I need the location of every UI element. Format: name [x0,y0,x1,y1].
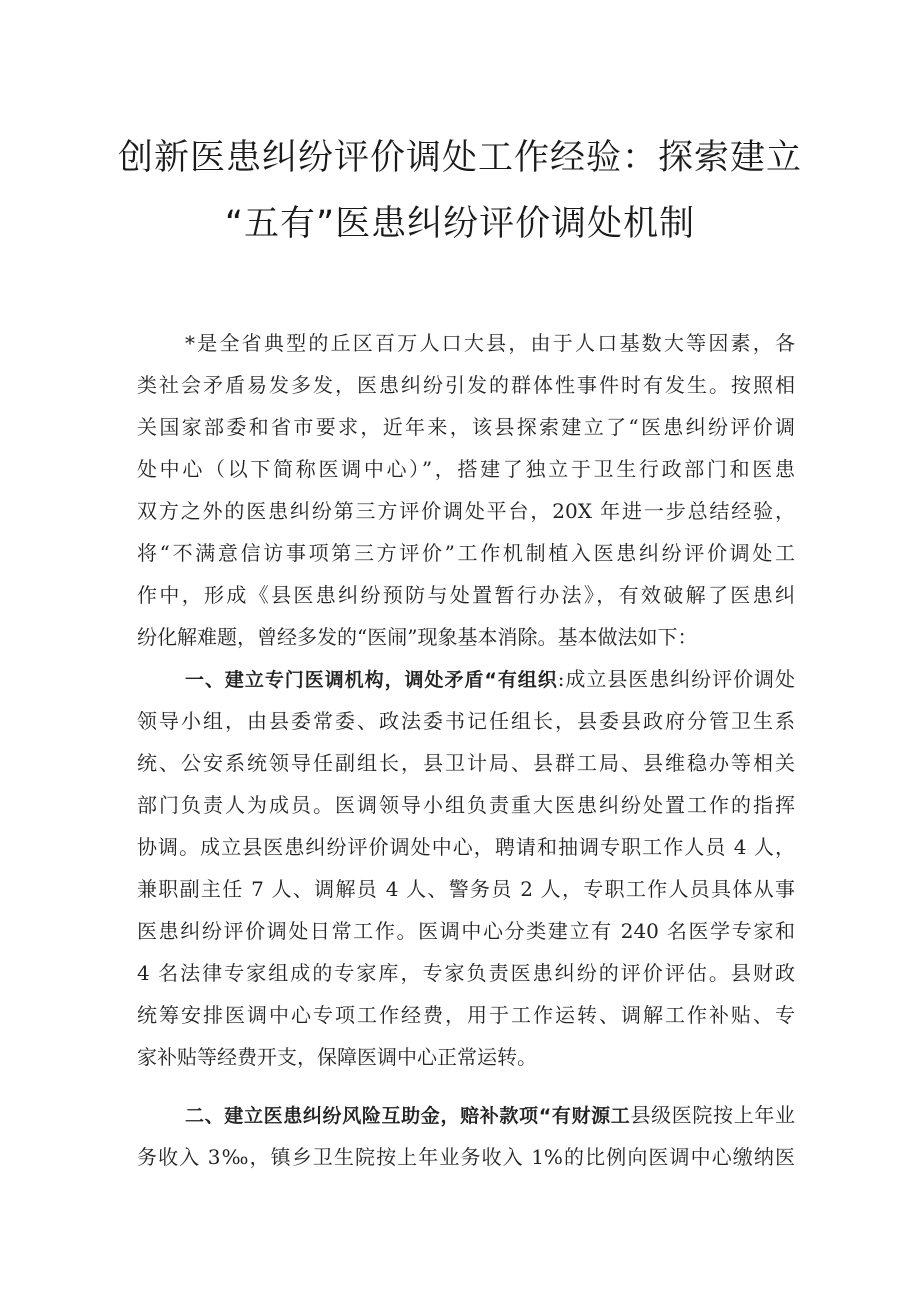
paragraph-line: 将“不满意信访事项第三方评价”工作机制植入医患纠纷评价调处工 [137,541,795,565]
paragraph-line: 处中心（以下简称医调中心）”，搭建了独立于卫生行政部门和医患 [137,457,795,481]
paragraph-line: 类社会矛盾易发多发，医患纠纷引发的群体性事件时有发生。按照相 [137,373,795,397]
paragraph-line: 关国家部委和省市要求，近年来，该县探索建立了“医患纠纷评价调 [137,415,795,439]
paragraph-line: *是全省典型的丘区百万人口大县，由于人口基数大等因素，各 [185,331,795,355]
paragraph-line: 务收入 3‰，镇乡卫生院按上年业务收入 1%的比例向医调中心缴纳医 [137,1145,795,1169]
paragraph-line: 兼职副主任 7 人、调解员 4 人、警务员 2 人，专职工作人员具体从事 [137,877,795,901]
paragraph-line: 家补贴等经费开支，保障医调中心正常运转。 [137,1045,537,1069]
paragraph-line [185,1094,795,1136]
paragraph-line: 统筹安排医调中心专项工作经费，用于工作运转、调解工作补贴、专 [137,1003,795,1027]
paragraph-line: 双方之外的医患纠纷第三方评价调处平台，20X 年进一步总结经验， [137,499,795,523]
document-title-line1: 创新医患纠纷评价调处工作经验：探索建立 [117,138,802,178]
paragraph-line: 4 名法律专家组成的专家库，专家负责医患纠纷的评价评估。县财政 [137,961,795,985]
paragraph-line: 统、公安系统领导任副组长，县卫计局、县群工局、县维稳办等相关 [137,751,795,775]
paragraph-line [185,658,795,700]
paragraph-line: 医患纠纷评价调处日常工作。医调中心分类建立有 240 名医学专家和 [137,919,795,943]
paragraph-line: 协调。成立县医患纠纷评价调处中心，聘请和抽调专职工作人员 4 人， [137,835,795,859]
paragraph-line: 作中，形成《县医患纠纷预防与处置暂行办法》，有效破解了医患纠 [137,583,795,607]
paragraph-text: :成立县医患纠纷评价调处 [557,667,795,691]
document-title-line2: “五有”医患纠纷评价调处机制 [224,204,696,244]
section-heading-2: 二、建立医患纠纷风险互助金，赔补款项“有财源工 [185,1105,631,1127]
paragraph-line: 领导小组，由县委常委、政法委书记任组长，县委县政府分管卫生系 [137,709,795,733]
section-heading-1: 一、建立专门医调机构，调处矛盾“有组织 [185,669,558,691]
paragraph-text: 县级医院按上年业 [630,1103,796,1127]
paragraph-line: 纷化解难题，曾经多发的“医闹”现象基本消除。基本做法如下： [137,625,698,649]
paragraph-line: 部门负责人为成员。医调领导小组负责重大医患纠纷处置工作的指挥 [137,793,795,817]
